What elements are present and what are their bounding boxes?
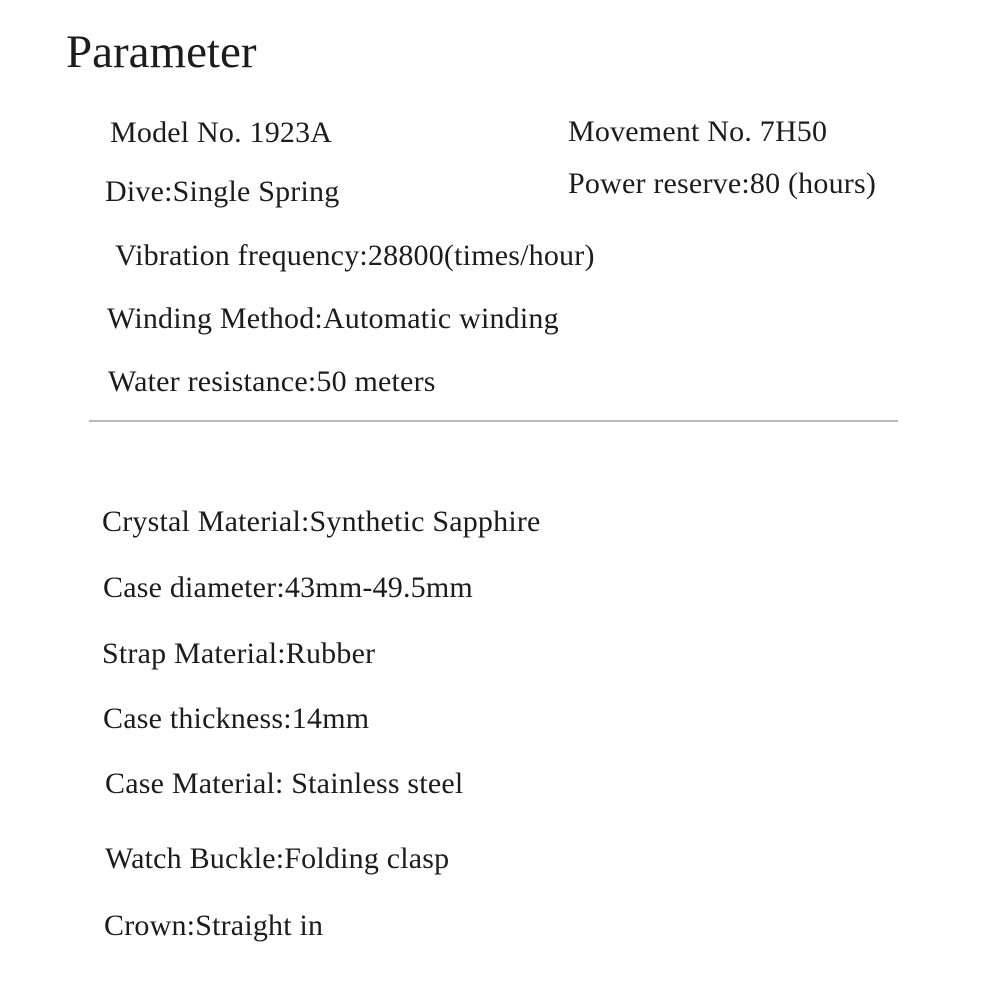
spec-crystal-material: Crystal Material:Synthetic Sapphire: [102, 505, 541, 538]
spec-water-resistance: Water resistance:50 meters: [108, 365, 436, 398]
spec-dive: Dive:Single Spring: [105, 175, 340, 208]
section-divider: [89, 420, 898, 422]
spec-watch-buckle: Watch Buckle:Folding clasp: [105, 842, 450, 875]
spec-crown: Crown:Straight in: [104, 909, 324, 942]
spec-case-diameter: Case diameter:43mm-49.5mm: [103, 571, 473, 604]
spec-model-no: Model No. 1923A: [110, 116, 333, 149]
spec-case-thickness: Case thickness:14mm: [103, 702, 370, 735]
spec-case-material: Case Material: Stainless steel: [105, 767, 464, 800]
spec-winding-method: Winding Method:Automatic winding: [107, 302, 559, 335]
page-title: Parameter: [66, 26, 257, 78]
spec-vibration-frequency: Vibration frequency:28800(times/hour): [115, 239, 595, 272]
spec-strap-material: Strap Material:Rubber: [102, 637, 376, 670]
spec-movement-no: Movement No. 7H50: [568, 115, 828, 148]
spec-power-reserve: Power reserve:80 (hours): [568, 167, 877, 200]
